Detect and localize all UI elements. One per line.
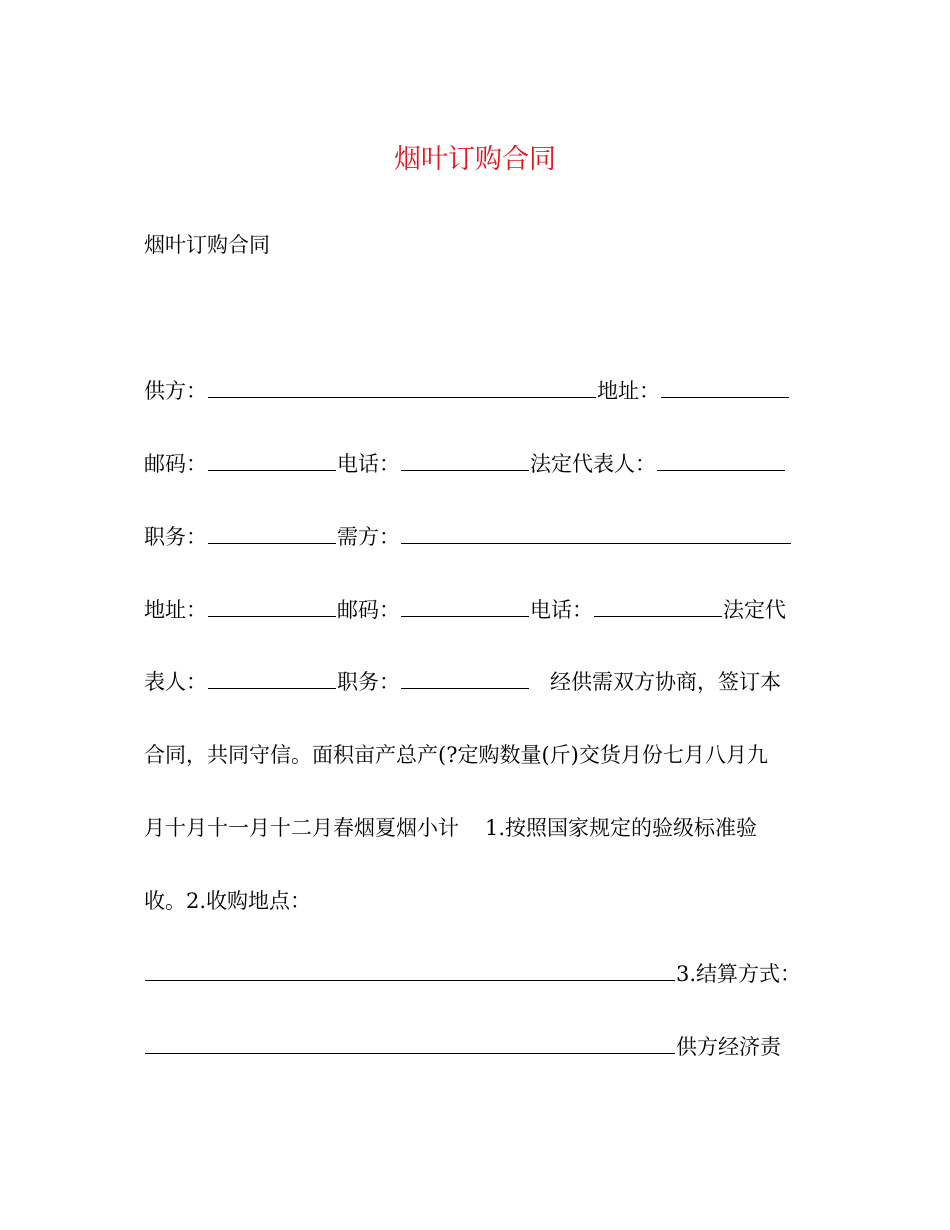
buyer-position-line <box>144 664 796 700</box>
buyer-postcode-blank[interactable] <box>401 596 529 617</box>
buyer-address-label: 地址： <box>144 598 207 622</box>
buyer-position-label: 职务： <box>337 670 400 694</box>
body-line-7 <box>144 810 796 846</box>
supplier-blank[interactable] <box>208 377 596 398</box>
supplier-address-blank[interactable] <box>661 377 789 398</box>
document-subtitle: 烟叶订购合同 <box>144 233 270 257</box>
buyer-position-blank[interactable] <box>401 668 529 689</box>
buyer-postcode-label: 邮码： <box>337 598 400 622</box>
settlement-method-blank[interactable] <box>145 1033 675 1054</box>
purchase-location-blank[interactable] <box>145 960 675 981</box>
supplier-label: 供方： <box>144 379 207 403</box>
buyer-blank[interactable] <box>401 523 791 544</box>
settlement-line <box>144 956 802 992</box>
supplier-legal-rep-blank[interactable] <box>657 450 785 471</box>
body-text-7a: 月十月十一月十二月春烟夏烟小计 <box>144 816 459 840</box>
body-line-6 <box>144 737 796 773</box>
buyer-phone-blank[interactable] <box>594 596 722 617</box>
supplier-postcode-blank[interactable] <box>208 450 336 471</box>
buyer-legal-rep-blank[interactable] <box>208 668 336 689</box>
body-line-8 <box>144 883 796 919</box>
body-text-6: 合同，共同守信。面积亩产总产(?定购数量(斤)交货月份七月八月九 <box>144 743 768 767</box>
legal-rep-label: 法定代表人： <box>530 452 656 476</box>
agreement-text: 经供需双方协商，签订本 <box>550 670 781 694</box>
body-text-7b: 1.按照国家规定的验级标准验 <box>485 816 758 840</box>
buyer-legal-rep-part2: 表人： <box>144 670 207 694</box>
postcode-label: 邮码： <box>144 452 207 476</box>
supplier-position-line <box>144 519 796 555</box>
buyer-label: 需方： <box>337 525 400 549</box>
supplier-position-blank[interactable] <box>208 523 336 544</box>
phone-label: 电话： <box>337 452 400 476</box>
buyer-address-blank[interactable] <box>208 596 336 617</box>
liability-label: 供方经济责 <box>676 1035 781 1059</box>
buyer-legal-rep-part1: 法定代 <box>723 598 786 622</box>
supplier-line <box>144 373 796 409</box>
buyer-phone-label: 电话： <box>530 598 593 622</box>
document-title: 烟叶订购合同 <box>394 144 556 175</box>
settlement-label: 3.结算方式： <box>676 962 802 986</box>
buyer-contact-line <box>144 592 796 628</box>
position-label: 职务： <box>144 525 207 549</box>
supplier-phone-blank[interactable] <box>401 450 529 471</box>
supplier-contact-line <box>144 446 796 482</box>
body-text-8: 收。2.收购地点： <box>144 889 312 913</box>
address-label: 地址： <box>597 379 660 403</box>
liability-line <box>144 1029 796 1065</box>
